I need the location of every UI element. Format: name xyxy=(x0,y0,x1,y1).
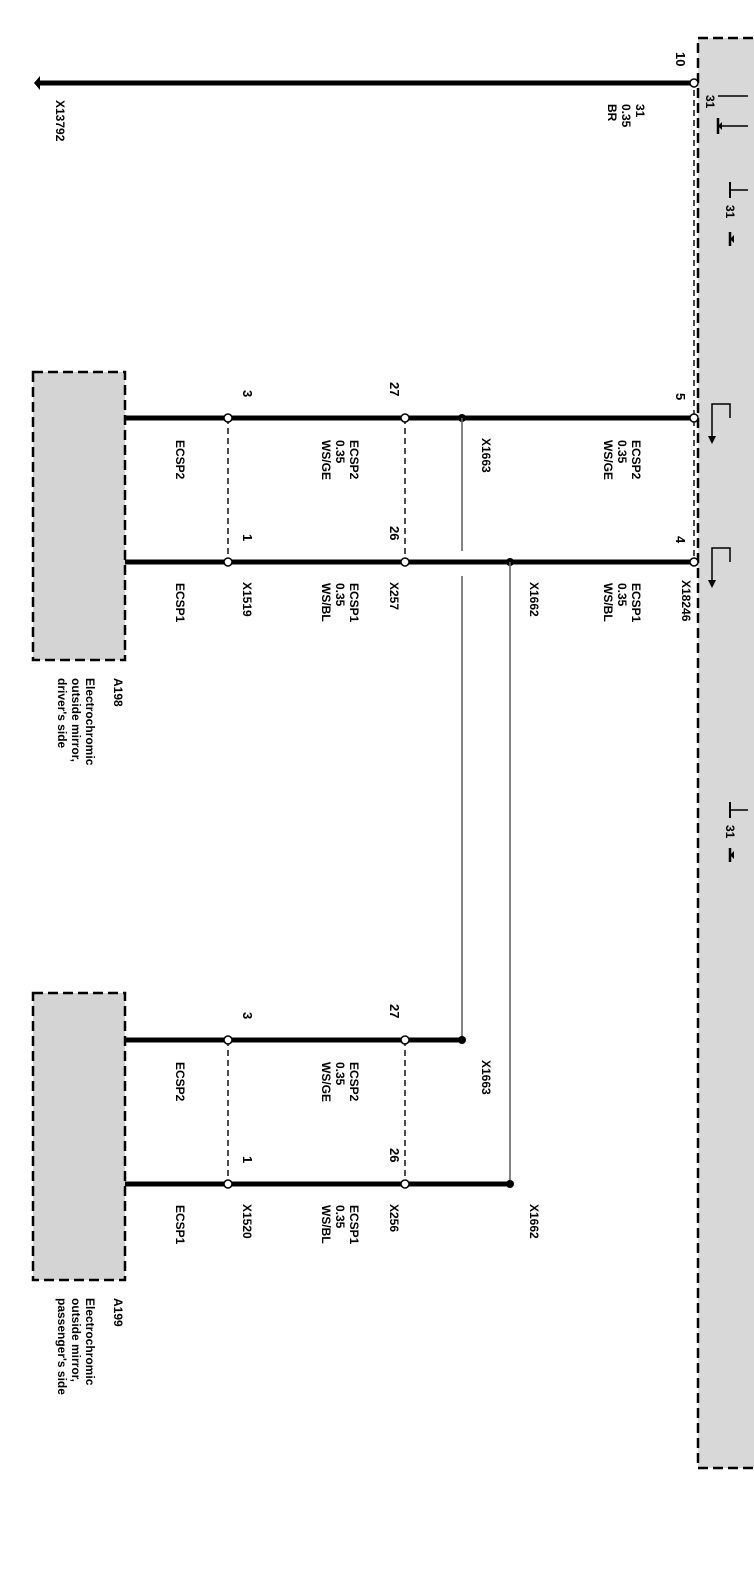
passenger-pin-label-ecsp1: ECSP1 xyxy=(173,1205,187,1245)
component-a199-desc-2: outside mirror, xyxy=(69,1298,83,1383)
ecu-ground-label-1: 31 xyxy=(703,95,717,109)
splice-x1662-lower xyxy=(506,1180,514,1188)
pin-10-label: 10 xyxy=(673,52,688,67)
ecu-ground-label-2: 31 xyxy=(723,205,737,219)
upper-ecsp1-gauge: 0.35 xyxy=(615,583,629,607)
upper-ecsp1-signal: ECSP1 xyxy=(629,583,643,623)
driver-pin-label-ecsp1: ECSP1 xyxy=(173,583,187,623)
connector-x18246-label: X18246 xyxy=(679,580,693,622)
passenger-ecsp1-color: WS/BL xyxy=(319,1205,333,1244)
splice-x1662-upper-label: X1662 xyxy=(527,582,541,617)
upper-ecsp2-signal: ECSP2 xyxy=(629,440,643,480)
component-a198-id: A198 xyxy=(111,678,125,707)
driver-pin-label-ecsp2: ECSP2 xyxy=(173,440,187,480)
component-a198-desc-2: outside mirror, xyxy=(69,678,83,763)
ground-wire-color: BR xyxy=(605,104,619,122)
component-a199-desc-1: Electrochromic xyxy=(83,1298,97,1386)
ground-connector-label: X13792 xyxy=(53,100,67,142)
connector-x256-label: X256 xyxy=(387,1204,401,1233)
passenger-ecsp2-signal: ECSP2 xyxy=(347,1062,361,1102)
x256-pin-26: 26 xyxy=(387,1148,402,1163)
x1519-pin-1: 1 xyxy=(240,534,255,542)
driver-ecsp2-signal: ECSP2 xyxy=(347,440,361,480)
driver-ecsp2-gauge: 0.35 xyxy=(333,440,347,464)
component-a198-desc-3: driver's side xyxy=(55,678,69,749)
ground-wire-gauge: 0.35 xyxy=(619,104,633,128)
control-unit-box xyxy=(698,38,754,1468)
ground-wire-terminal xyxy=(34,76,40,90)
x256-pin-27: 27 xyxy=(387,1004,402,1019)
x257-pin-27: 27 xyxy=(387,382,402,397)
driver-ecsp1-signal: ECSP1 xyxy=(347,583,361,623)
ground-wire-signal: 31 xyxy=(633,104,647,118)
x257-pin-26: 26 xyxy=(387,526,402,541)
passenger-ecsp2-gauge: 0.35 xyxy=(333,1062,347,1086)
ecu-ground-label-3: 31 xyxy=(723,825,737,839)
driver-ecsp1-gauge: 0.35 xyxy=(333,583,347,607)
upper-ecsp1-color: WS/BL xyxy=(601,583,615,622)
passenger-pin-label-ecsp2: ECSP2 xyxy=(173,1062,187,1102)
splice-x1663-upper-label: X1663 xyxy=(479,438,493,473)
component-a199-id: A199 xyxy=(111,1298,125,1327)
passenger-ecsp1-gauge: 0.35 xyxy=(333,1205,347,1229)
connector-x1520-label: X1520 xyxy=(240,1204,254,1239)
connector-x257-label: X257 xyxy=(387,582,401,611)
x1520-pin-1: 1 xyxy=(240,1156,255,1164)
driver-ecsp1-color: WS/BL xyxy=(319,583,333,622)
connector-x1519-label: X1519 xyxy=(240,582,254,617)
splice-x1663-lower xyxy=(458,1036,466,1044)
component-a199-box xyxy=(33,993,125,1280)
component-a199-desc-3: passenger's side xyxy=(55,1298,69,1395)
splice-x1662-lower-label: X1662 xyxy=(527,1204,541,1239)
pin-4-label: 4 xyxy=(673,536,688,544)
x1520-pin-3: 3 xyxy=(240,1012,255,1020)
pin-5-label: 5 xyxy=(673,393,688,401)
x1519-pin-3: 3 xyxy=(240,390,255,398)
upper-ecsp2-gauge: 0.35 xyxy=(615,440,629,464)
splice-x1663-lower-label: X1663 xyxy=(479,1060,493,1095)
driver-ecsp2-color: WS/GE xyxy=(319,440,333,481)
component-a198-desc-1: Electrochromic xyxy=(83,678,97,766)
passenger-ecsp1-signal: ECSP1 xyxy=(347,1205,361,1245)
upper-ecsp2-color: WS/GE xyxy=(601,440,615,481)
passenger-ecsp2-color: WS/GE xyxy=(319,1062,333,1103)
component-a198-box xyxy=(33,372,125,660)
